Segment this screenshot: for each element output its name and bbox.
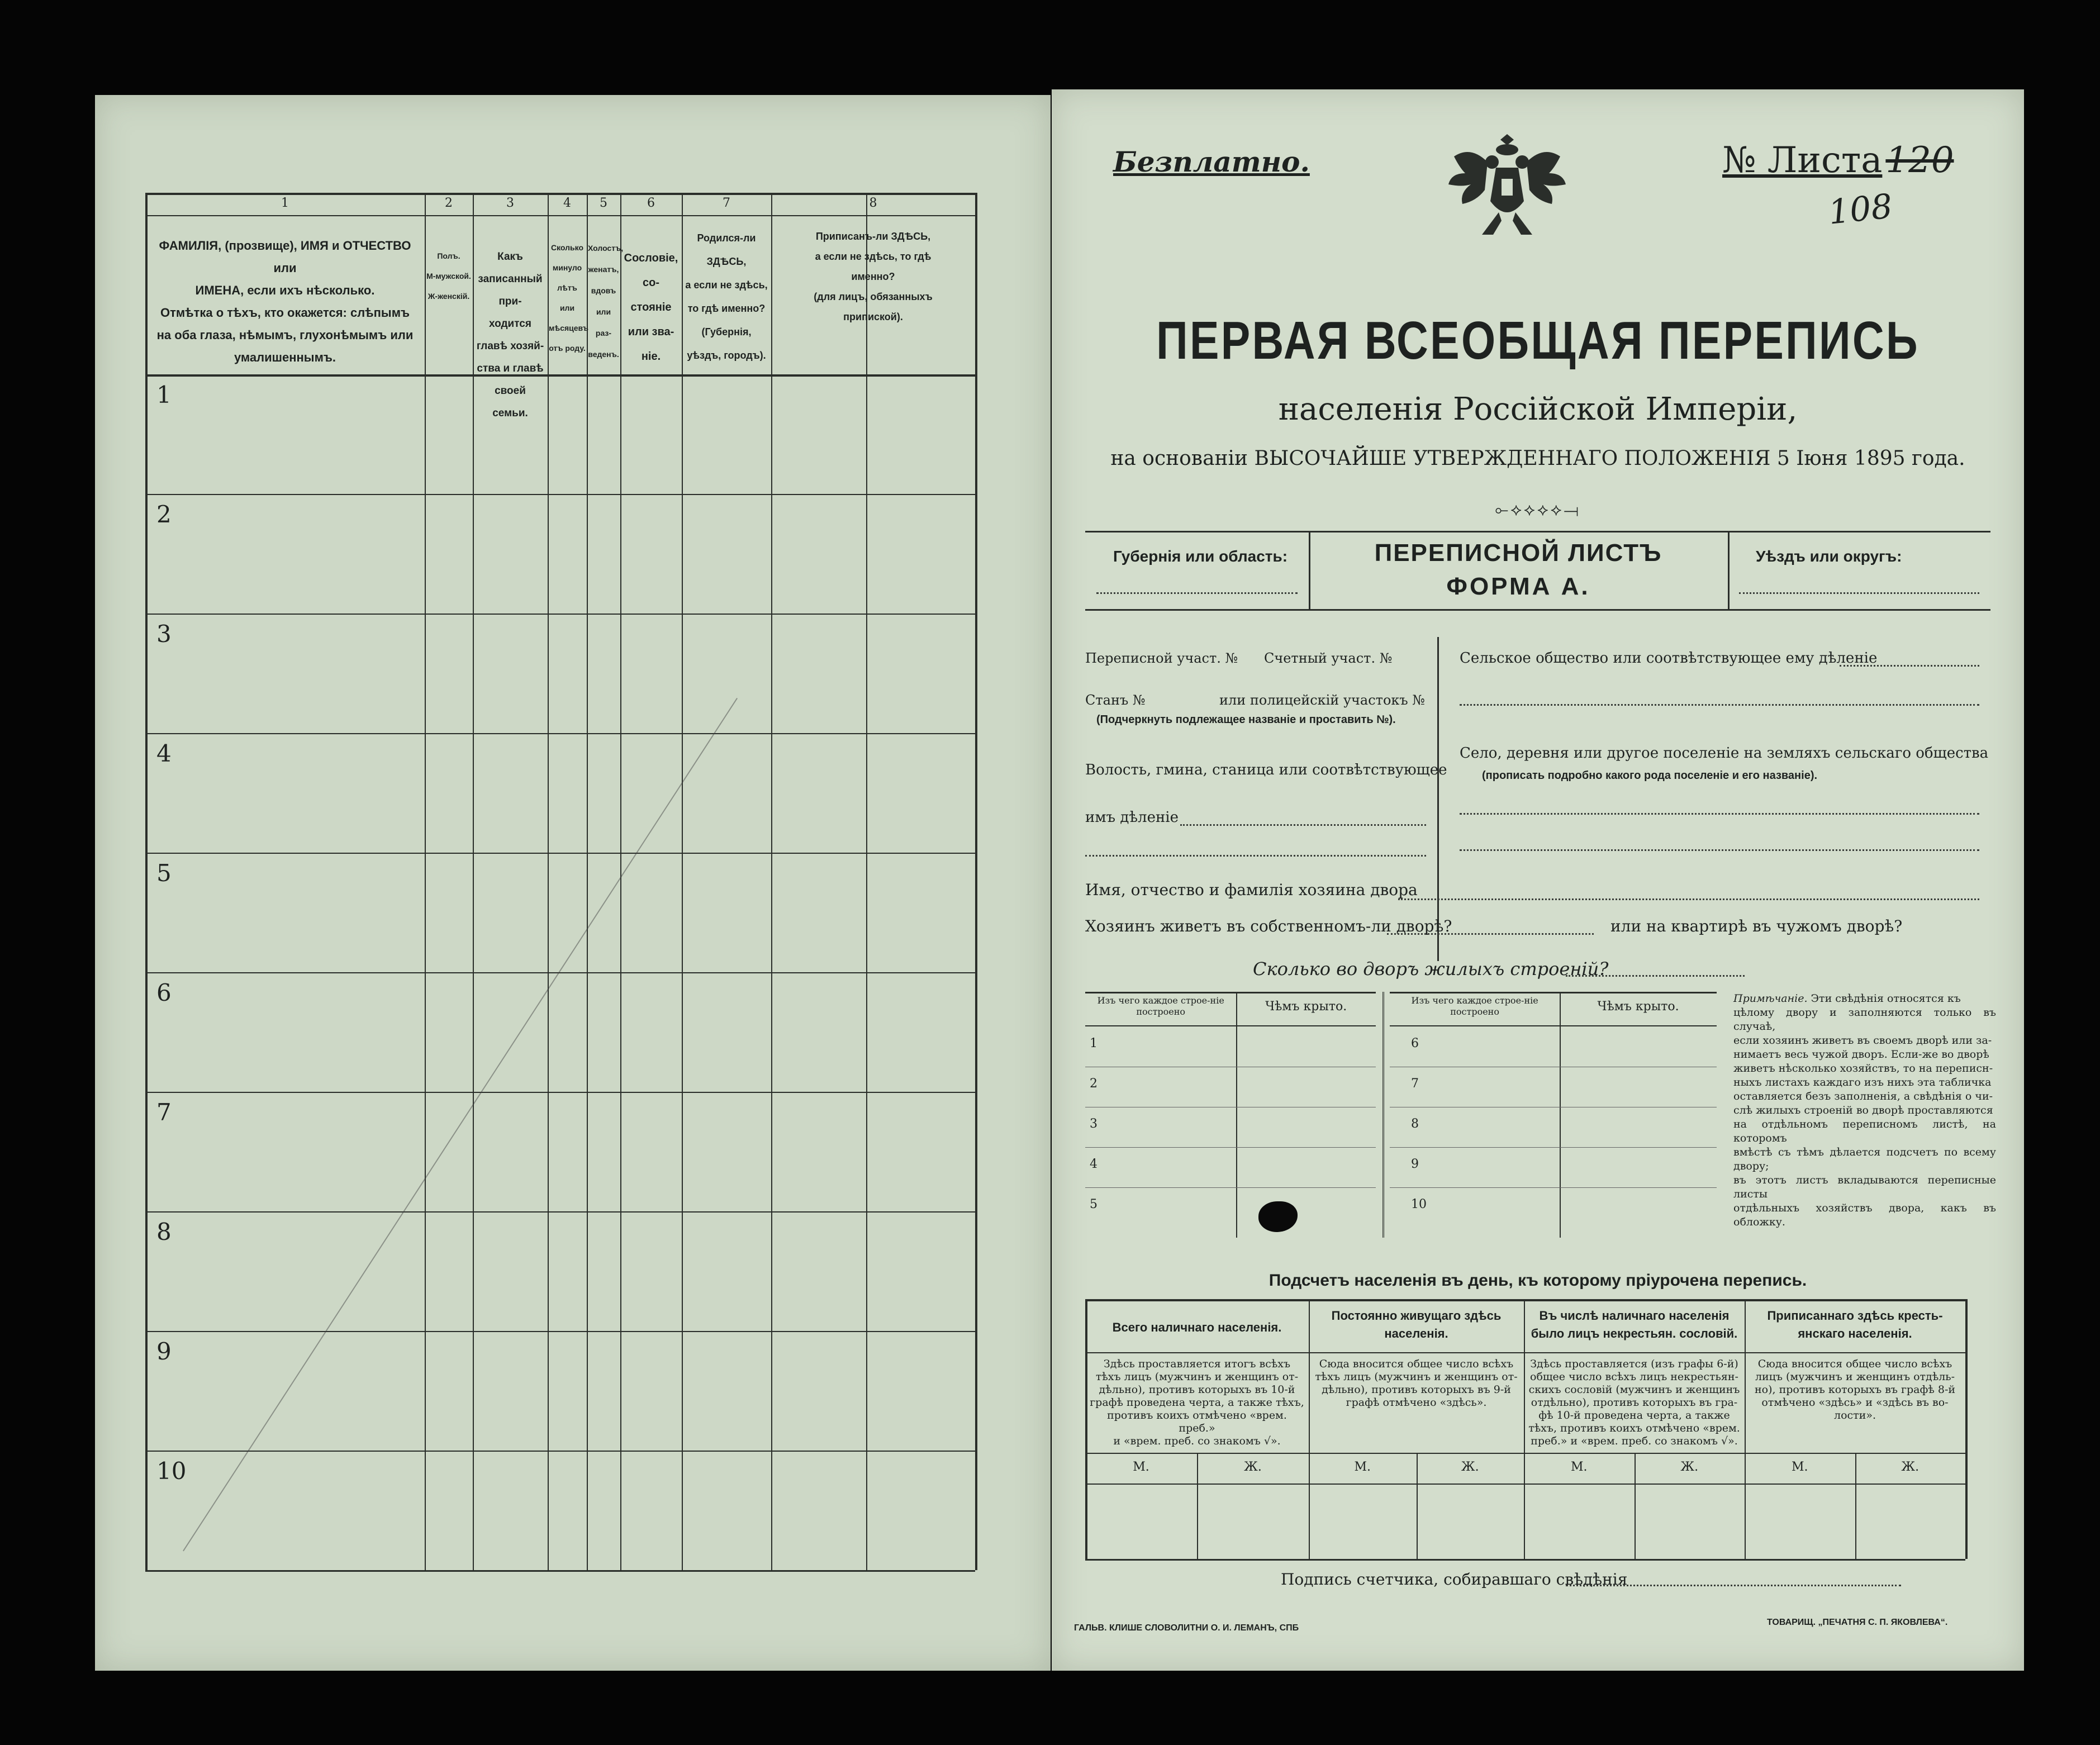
rule-line	[145, 215, 975, 216]
col6-header-line: стояніе или зва-	[628, 301, 674, 338]
rule-line	[1390, 992, 1717, 993]
column-number: 6	[647, 196, 655, 210]
count-title: Подсчетъ населенія въ день, къ которому пріурочена перепись.	[1268, 1271, 1807, 1290]
col7-header-line: Родился-ли ЗДѢСЬ,	[697, 232, 756, 267]
or-flat-label: или на квартирѣ въ чужомъ дворѣ?	[1610, 917, 1903, 935]
rule-line	[1085, 1147, 1376, 1148]
col4-header-line: Сколько	[550, 243, 583, 252]
gubernia-label: Губернія или область:	[1113, 548, 1288, 565]
roof-material-header: Чѣмъ крыто.	[1265, 1000, 1347, 1014]
row-number: 1	[156, 381, 172, 408]
census-basis: на основаніи ВЫСОЧАЙШЕ УТВЕРЖДЕННАГО ПОЛОЖЕНІЯ 5 Іюня 1895 года.	[1110, 447, 1965, 470]
uchastok-label: Переписной участ. №	[1085, 650, 1238, 666]
selskoe-label: Сельское общество или соотвѣтствующее ему дѣленіе	[1460, 650, 1878, 667]
col2-header	[426, 246, 472, 306]
column-number: 1	[281, 196, 289, 210]
ornament-divider: ⟜⟡⟡⟡⟡⟞	[1495, 500, 1581, 520]
count-desc-1-line: дѣльно), противъ которыхъ въ 10-й	[1099, 1383, 1295, 1396]
rule-line	[145, 494, 975, 495]
col1-header-line: ИМЕНА, если ихъ нѣсколько.	[195, 283, 375, 297]
note-line: слѣ жилыхъ строеній во дворѣ проставляются	[1733, 1104, 1993, 1116]
building-row-number: 6	[1411, 1036, 1419, 1050]
count-desc-4-line: Сюда вносится общее число всѣхъ	[1757, 1358, 1952, 1370]
rule-line	[1560, 992, 1561, 1238]
count-desc-2-line: тѣхъ лицъ (мужчинъ и женщинъ от-	[1315, 1371, 1518, 1383]
col5-header-line: женатъ,	[588, 265, 619, 274]
row-number: 9	[156, 1338, 172, 1365]
rule-line	[1309, 1299, 1310, 1559]
note-line: живетъ нѣсколько хозяйствъ, то на переписн-	[1733, 1062, 1993, 1074]
printer-right: ТОВАРИЩ. „ПЕЧАТНЯ С. П. ЯКОВЛЕВА“.	[1767, 1618, 1948, 1627]
count-desc-3-line: преб.» и «врем. преб. со знакомъ √».	[1531, 1435, 1738, 1447]
sheet-number-label: № Листа	[1722, 140, 1883, 181]
col8-header-line: (для лицъ, обязанныхъ	[814, 291, 933, 302]
rule-line	[145, 193, 975, 195]
selo-note: (прописать подробно какого рода поселеніе и его названіе).	[1482, 769, 1818, 782]
count-header-2-line: населенія.	[1384, 1326, 1448, 1340]
count-desc-1-line: графѣ проведена черта, а также тѣхъ,	[1090, 1396, 1304, 1409]
rule-line	[425, 193, 426, 1570]
count-desc-1	[1090, 1358, 1304, 1448]
count-header-1-line: Всего наличнаго населенія.	[1112, 1320, 1282, 1334]
female-column-label: Ж.	[1244, 1460, 1262, 1474]
row-number: 6	[156, 979, 172, 1006]
note-line: отдѣльныхъ хозяйствъ двора, какъ въ обложку.	[1733, 1202, 1996, 1228]
count-header-4	[1748, 1307, 1962, 1343]
building-row-number: 2	[1090, 1077, 1097, 1091]
count-desc-2-line: графѣ отмѣчено «здѣсь».	[1346, 1396, 1487, 1409]
col8-header-line: именно?	[851, 271, 895, 282]
volost-label-2: имъ дѣленіе	[1085, 809, 1179, 826]
rule-line	[1085, 1484, 1965, 1485]
count-desc-4	[1749, 1358, 1961, 1422]
col3-header-line: ходится главѣ хозяй-	[476, 318, 544, 352]
buildings-table	[1085, 992, 1717, 1238]
row-number: 10	[156, 1457, 187, 1485]
building-row-number: 3	[1090, 1117, 1097, 1131]
column-number: 7	[723, 196, 730, 210]
rule-line	[145, 1451, 975, 1452]
ink-blot	[1258, 1201, 1298, 1232]
note-line	[1733, 992, 1996, 1006]
left-page	[95, 95, 1051, 1671]
rule-line	[1745, 1299, 1746, 1559]
rule-line	[1382, 992, 1384, 1238]
count-header-2	[1312, 1307, 1521, 1343]
rule-line	[145, 1570, 975, 1572]
count-desc-3	[1528, 1358, 1740, 1448]
building-material-header: Изъ чего каждое строе-ніе построено	[1097, 995, 1224, 1017]
rule-line	[145, 972, 975, 973]
rule-line	[145, 1211, 975, 1213]
rule-line	[1524, 1299, 1525, 1559]
rule-line	[1085, 992, 1376, 993]
sheet-number	[1722, 140, 1954, 181]
col3-header-line: ства и главѣ своей	[477, 363, 544, 397]
rule-line	[145, 374, 975, 377]
note-line: нимаетъ весь чужой дворъ. Если-же во дворѣ	[1733, 1048, 1989, 1061]
col1-header-line: умалишеннымъ.	[234, 350, 336, 364]
row-number: 8	[156, 1218, 172, 1245]
rule-line	[1085, 1187, 1376, 1188]
column-number: 4	[563, 196, 571, 210]
count-desc-3-line: отдѣльно), противъ которыхъ въ гра-	[1531, 1396, 1738, 1409]
note-line: на отдѣльномъ переписномъ листѣ, на которомъ	[1733, 1118, 1996, 1144]
schetny-label: Счетный участ. №	[1264, 650, 1393, 666]
col4-header-line: лѣтъ	[557, 283, 577, 292]
column-number: 2	[445, 196, 453, 210]
female-column-label: Ж.	[1461, 1460, 1479, 1474]
rule-line	[1236, 992, 1237, 1238]
col2-header-line: Полъ.	[437, 251, 460, 260]
col1-header-line: ФАМИЛІЯ, (прозвище), ИМЯ и ОТЧЕСТВО или	[159, 239, 411, 275]
rule-line	[145, 1331, 975, 1332]
rule-line	[145, 614, 975, 615]
col6-header-line: ніе.	[641, 350, 661, 363]
building-row-number: 9	[1411, 1157, 1419, 1171]
rule-line	[145, 733, 975, 734]
signature-label: Подпись счетчика, собиравшаго свѣдѣнія	[1281, 1570, 1628, 1589]
count-header-4-line: Приписаннаго здѣсь кресть-	[1767, 1309, 1943, 1323]
male-column-label: М.	[1570, 1460, 1588, 1474]
note-line: если хозяинъ живетъ въ своемъ дворѣ или за-	[1733, 1034, 1992, 1047]
column-number: 8	[869, 196, 877, 210]
uezd-label: Уѣздъ или округъ:	[1756, 548, 1902, 565]
row-number: 3	[156, 620, 172, 648]
count-desc-3-line: тѣхъ, противъ коихъ отмѣчено «врем.	[1528, 1422, 1740, 1434]
free-label: Безплатно.	[1113, 145, 1310, 178]
owner-lives-label: Хозяинъ живетъ въ собственномъ-ли дворѣ?	[1085, 917, 1452, 935]
col3-header	[475, 246, 545, 425]
count-desc-2-line: Сюда вносится общее число всѣхъ	[1319, 1358, 1514, 1370]
row-number: 5	[156, 859, 172, 887]
col8-header-line: Приписанъ-ли ЗДѢСЬ,	[815, 231, 931, 242]
col5-header-line: Холостъ,	[588, 244, 624, 253]
roof-material-header: Чѣмъ крыто.	[1597, 1000, 1679, 1014]
count-desc-4-line: лицъ (мужчинъ и женщинъ отдѣль-	[1755, 1371, 1955, 1383]
rule-line	[1085, 1025, 1376, 1026]
note-line: ныхъ листахъ каждаго изъ нихъ эта табличка	[1733, 1076, 1992, 1088]
census-subtitle: населенія Россійской Имперіи,	[1278, 391, 1798, 427]
rule-line	[1965, 1299, 1968, 1559]
printer-left: ГАЛЬВ. КЛИШЕ СЛОВОЛИТНИ О. И. ЛЕМАНЪ, СПБ	[1074, 1623, 1299, 1633]
male-column-label: М.	[1133, 1460, 1149, 1474]
rule-line	[1085, 1559, 1965, 1561]
note-block	[1733, 992, 1996, 1229]
count-header-2-line: Постоянно живущаго здѣсь	[1331, 1309, 1502, 1323]
rule-line	[866, 193, 867, 1570]
count-desc-2	[1313, 1358, 1519, 1409]
count-desc-4-line: отмѣчено «здѣсь» и «здѣсь въ во-	[1761, 1396, 1949, 1409]
col2-header-line: М-мужской.	[426, 272, 471, 280]
female-column-label: Ж.	[1901, 1460, 1920, 1474]
building-row-number: 10	[1411, 1197, 1427, 1211]
count-desc-3-line: Здѣсь проставляется (изъ графы 6-й)	[1530, 1358, 1738, 1370]
row-number: 2	[156, 501, 172, 528]
note-line: вмѣстѣ съ тѣмъ дѣлается подсчетъ по всему двору;	[1733, 1146, 1996, 1172]
rule-line	[1085, 1299, 1965, 1301]
col8-header-line: припиской).	[843, 311, 903, 322]
selo-label: Село, деревня или другое поселеніе на земляхъ сельскаго общества	[1460, 745, 1989, 762]
count-header-3-line: было лицъ некрестьян. сословій.	[1531, 1326, 1738, 1340]
building-row-number: 7	[1411, 1077, 1419, 1091]
column-number: 5	[600, 196, 607, 210]
col6-header	[623, 246, 680, 369]
count-desc-1-line: Здѣсь проставляется итогъ всѣхъ	[1103, 1358, 1291, 1370]
col4-header-line: или	[559, 303, 575, 312]
count-desc-3-line: фѣ 10-й проведена черта, а также	[1538, 1409, 1730, 1421]
rule-line	[183, 698, 738, 1551]
col4-header-line: минуло	[552, 263, 582, 272]
col4-header-line: отъ роду.	[549, 344, 586, 353]
owner-label: Имя, отчество и фамилія хозяина двора	[1085, 881, 1418, 899]
count-desc-1-line: тѣхъ лицъ (мужчинъ и женщинъ от-	[1095, 1371, 1299, 1383]
volost-label: Волость, гмина, станица или соотвѣтствующее	[1085, 762, 1447, 778]
note-text: Эти свѣдѣнія относятся къ	[1811, 992, 1961, 1005]
underline-note: (Подчеркнуть подлежащее названіе и проставить №).	[1096, 714, 1396, 726]
count-header-3	[1527, 1307, 1741, 1343]
rule-line	[145, 1092, 975, 1093]
male-column-label: М.	[1354, 1460, 1371, 1474]
building-row-number: 5	[1090, 1197, 1097, 1211]
count-desc-1-line: и «врем. преб. со знакомъ √».	[1113, 1435, 1281, 1447]
building-row-number: 8	[1411, 1117, 1419, 1131]
rule-line	[473, 193, 474, 1570]
female-column-label: Ж.	[1680, 1460, 1699, 1474]
rule-line	[1085, 1453, 1965, 1454]
count-header-4-line: янскаго населенія.	[1798, 1326, 1912, 1340]
rule-line	[1390, 1025, 1717, 1026]
rule-line	[587, 193, 588, 1570]
note-title: Примѣчаніе.	[1733, 992, 1808, 1005]
building-row-number: 4	[1090, 1157, 1097, 1171]
rule-line	[771, 193, 772, 1570]
double-headed-eagle-emblem	[1443, 129, 1571, 246]
rule-line	[1085, 1299, 1087, 1559]
col1-header-line: на оба глаза, нѣмымъ, глухонѣмымъ или	[156, 328, 414, 342]
col7-header	[684, 226, 769, 367]
col5-header-line: веденъ.	[588, 350, 619, 359]
col4-header	[549, 237, 589, 358]
rule-line	[1390, 1147, 1717, 1148]
col7-header-line: (Губернія, уѣздъ, городъ).	[687, 326, 766, 361]
count-header-1	[1089, 1319, 1305, 1337]
col1-header	[148, 235, 422, 369]
col3-header-line: семьи.	[492, 407, 528, 419]
census-title: ПЕРВАЯ ВСЕОБЩАЯ ПЕРЕПИСЬ	[1156, 311, 1920, 370]
handwritten-sheet-number: 108	[1826, 187, 1894, 232]
buildings-question: Сколько во дворъ жилыхъ строеній?	[1253, 958, 1609, 980]
col3-header-line: Какъ записанный при-	[478, 251, 543, 307]
note-line: оставляется безъ заполненія, а свѣдѣнія о чи-	[1733, 1090, 1993, 1102]
rule-line	[145, 853, 975, 854]
note-line: цѣлому двору и заполняются только въ случаѣ,	[1733, 1006, 1996, 1033]
right-page	[1052, 89, 2024, 1671]
column-number: 3	[506, 196, 514, 210]
form-title: ФОРМА А.	[1446, 573, 1590, 600]
col5-header-line: вдовъ	[591, 286, 616, 295]
col5-header-line: или раз-	[595, 307, 612, 337]
col5-header	[588, 237, 624, 365]
col8-header	[773, 226, 973, 327]
male-column-label: М.	[1791, 1460, 1808, 1474]
count-desc-2-line: дѣльно), противъ которыхъ въ 9-й	[1322, 1383, 1511, 1396]
rule-line	[145, 193, 148, 1570]
rule-line	[975, 193, 977, 1570]
count-desc-3-line: общее число всѣхъ лицъ некрестьян-	[1530, 1371, 1738, 1383]
rule-line	[1085, 1352, 1965, 1353]
row-number: 7	[156, 1099, 172, 1126]
count-desc-3-line: скихъ сословій (мужчинъ и женщинъ	[1528, 1383, 1740, 1396]
rule-line	[620, 193, 621, 1570]
count-desc-4-line: лости».	[1834, 1409, 1876, 1421]
count-header-3-line: Въ числѣ наличнаго населенія	[1539, 1309, 1730, 1323]
building-row-number: 1	[1090, 1036, 1097, 1050]
count-desc-4-line: но), противъ которыхъ въ графѣ 8-й	[1754, 1383, 1956, 1396]
note-line: въ этотъ листъ вкладываются переписные листы	[1733, 1174, 1996, 1200]
col7-header-line: а если не здѣсь,	[685, 279, 768, 291]
col4-header-line: мѣсяцевъ	[549, 324, 589, 332]
row-number: 4	[156, 740, 172, 767]
count-desc-1-line: противъ коихъ отмѣчено «врем. преб.»	[1107, 1409, 1287, 1434]
rule-line	[1390, 1187, 1717, 1188]
col2-header-line: Ж-женскій.	[427, 292, 470, 301]
rule-line	[682, 193, 683, 1570]
col1-header-line: Отмѣтка о тѣхъ, кто окажется: слѣпымъ	[160, 306, 410, 320]
col7-header-line: то гдѣ именно?	[687, 303, 766, 314]
col8-header-line: а если не здѣсь, то гдѣ	[815, 251, 932, 262]
sheet-title: ПЕРЕПИСНОЙ ЛИСТЪ	[1374, 539, 1662, 567]
police-label: или полицейскій участокъ №	[1219, 692, 1426, 708]
rule-line	[548, 193, 549, 1570]
population-count-table	[1085, 1299, 2002, 1534]
col6-header-line: Сословіе, со-	[624, 252, 678, 289]
stan-label: Станъ №	[1085, 692, 1146, 708]
sheet-number-value: 120	[1885, 140, 1954, 181]
building-material-header: Изъ чего каждое строе-ніе построено	[1411, 995, 1538, 1017]
